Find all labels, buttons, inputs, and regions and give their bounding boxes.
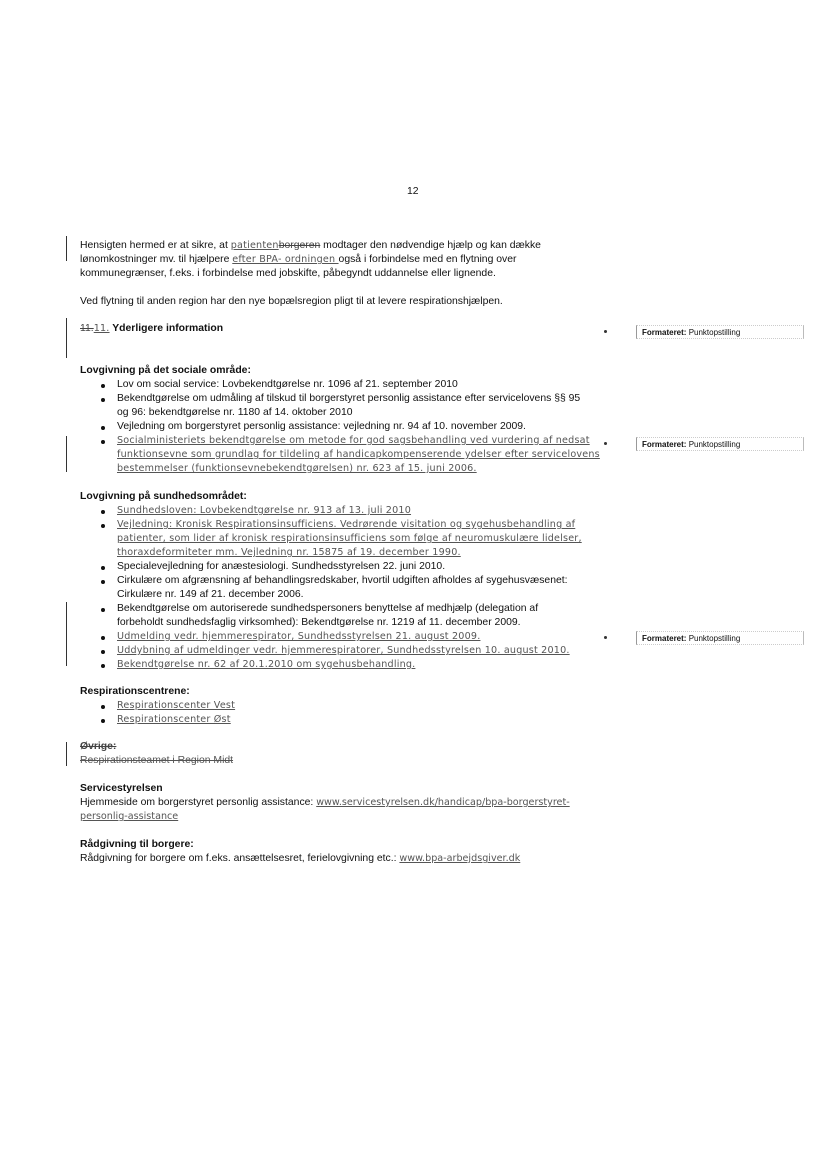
service-link-cont[interactable]: personlig-assistance: [80, 811, 179, 822]
change-bar: [66, 742, 67, 766]
bullet: [101, 608, 105, 612]
list-item-cont: og 96: bekendtgørelse nr. 1180 af 14. oktober 2010: [117, 407, 353, 418]
resp-heading: Respirationscentrene:: [80, 686, 190, 697]
callout-label: Formateret:: [642, 440, 687, 449]
list-item: Lov om social service: Lovbekendtgørelse nr. 1096 af 21. september 2010: [117, 379, 458, 390]
inserted-text: efter BPA- ordningen: [232, 254, 339, 265]
deleted-text: borgeren: [278, 240, 321, 251]
list-item-inserted: Uddybning af udmeldinger vedr. hjemmerespiratorer, Sundhedsstyrelsen 10. august 2010.: [117, 645, 570, 656]
change-bar: [66, 236, 67, 261]
section-heading: [80, 323, 223, 334]
list-item-inserted: Sundhedsloven: Lovbekendtgørelse nr. 913 af 13. juli 2010: [117, 505, 412, 516]
list-item-inserted: thoraxdeformiteter mm. Vejledning nr. 15875 af 19. december 1990.: [117, 547, 461, 558]
ovrige-line: Respirationsteamet i Region Midt: [80, 755, 234, 766]
format-callout[interactable]: [636, 631, 804, 645]
list-item-inserted: Udmelding vedr. hjemmerespirator, Sundhedsstyrelsen 21. august 2009.: [117, 631, 481, 642]
social-heading: Lovgivning på det sociale område:: [80, 365, 251, 376]
list-item: Bekendtgørelse om autoriserede sundhedspersoners benyttelse af medhjælp (delegation af: [117, 603, 539, 614]
deleted-number: 11.: [80, 323, 94, 334]
list-item-inserted: funktionsevne som grundlag for tildeling af handicapkompenserende ydelser efter servicelovens: [117, 449, 600, 460]
intro-line: [80, 240, 541, 251]
bullet: [101, 426, 105, 430]
bullet: [101, 705, 105, 709]
list-item: Cirkulære om afgrænsning af behandlingsredskaber, hvortil udgiften afholdes af sygehusvæsenet:: [117, 575, 568, 586]
text: lønomkostninger mv. til hjælpere: [80, 254, 233, 265]
intro-line: [80, 254, 516, 265]
list-item-inserted: Socialministeriets bekendtgørelse om metode for god sagsbehandling ved vurdering af nedsat: [117, 435, 590, 446]
inserted-number: 11.: [93, 323, 110, 334]
resp-link[interactable]: Respirationscenter Øst: [117, 714, 231, 725]
callout-label: Formateret:: [642, 634, 687, 643]
bullet: [101, 510, 105, 514]
list-item: Specialevejledning for anæstesiologi. Sundhedsstyrelsen 22. juni 2010.: [117, 561, 446, 572]
resp-link[interactable]: Respirationscenter Vest: [117, 700, 236, 711]
format-callout[interactable]: [636, 437, 804, 451]
section-title: Yderligere information: [109, 323, 224, 334]
format-callout[interactable]: [636, 325, 804, 339]
intro-line: Ved flytning til anden region har den nye bopælsregion pligt til at levere respirationshjælpen.: [80, 296, 503, 307]
list-item-inserted: bestemmelser (funktionsevnebekendtgørelsen) nr. 623 af 15. juni 2006.: [117, 463, 477, 474]
intro-line: kommunegrænser, f.eks. i forbindelse med jobskifte, påbegyndt uddannelse eller lignende.: [80, 268, 496, 279]
health-heading: Lovgivning på sundhedsområdet:: [80, 491, 247, 502]
list-item-inserted: Bekendtgørelse nr. 62 af 20.1.2010 om sygehusbehandling.: [117, 659, 416, 670]
callout-anchor: [604, 442, 607, 445]
raad-heading: Rådgivning til borgere:: [80, 839, 194, 850]
raad-link[interactable]: www.bpa-arbejdsgiver.dk: [399, 853, 521, 864]
raad-text: [80, 853, 520, 864]
ovrige-heading: Øvrige:: [80, 741, 117, 752]
callout-anchor: [604, 636, 607, 639]
list-item-inserted: patienter, som lider af kronisk respirationsinsufficiens som følge af neuromuskulære lidelser,: [117, 533, 582, 544]
bullet: [101, 719, 105, 723]
bullet: [101, 580, 105, 584]
change-bar: [66, 318, 67, 358]
list-item-cont: Cirkulære nr. 149 af 21. december 2006.: [117, 589, 304, 600]
text: Hensigten hermed er at sikre, at: [80, 240, 231, 251]
bullet: [101, 440, 105, 444]
text: også i forbindelse med en flytning over: [338, 254, 517, 265]
bullet: [101, 664, 105, 668]
text: Hjemmeside om borgerstyret personlig assistance:: [80, 797, 317, 808]
list-item: Vejledning om borgerstyret personlig assistance: vejledning nr. 94 af 10. november 2009.: [117, 421, 526, 432]
service-heading: Servicestyrelsen: [80, 783, 163, 794]
bullet: [101, 566, 105, 570]
bullet: [101, 636, 105, 640]
service-text: [80, 797, 570, 808]
callout-label: Formateret:: [642, 328, 687, 337]
bullet: [101, 650, 105, 654]
change-bar: [66, 602, 67, 666]
callout-value: Punktopstilling: [688, 328, 741, 337]
callout-value: Punktopstilling: [688, 634, 741, 643]
change-bar: [66, 436, 67, 472]
page-number: 12: [407, 186, 419, 197]
text: modtager den nødvendige hjælp og kan dække: [320, 240, 541, 251]
list-item: Bekendtgørelse om udmåling af tilskud til borgerstyret personlig assistance efter servicelovens §§ 95: [117, 393, 581, 404]
bullet: [101, 524, 105, 528]
service-link[interactable]: www.servicestyrelsen.dk/handicap/bpa-borgerstyret-: [316, 797, 570, 808]
inserted-text: patienten: [230, 240, 279, 251]
bullet: [101, 384, 105, 388]
callout-anchor: [604, 330, 607, 333]
text: Rådgivning for borgere om f.eks. ansættelsesret, ferielovgivning etc.:: [80, 853, 400, 864]
bullet: [101, 398, 105, 402]
callout-value: Punktopstilling: [688, 440, 741, 449]
list-item-cont: forbeholdt sundhedsfaglig virksomhed): Bekendtgørelse nr. 1219 af 11. december 2009.: [117, 617, 521, 628]
list-item-inserted: Vejledning: Kronisk Respirationsinsufficiens. Vedrørende visitation og sygehusbehandling af: [117, 519, 576, 530]
